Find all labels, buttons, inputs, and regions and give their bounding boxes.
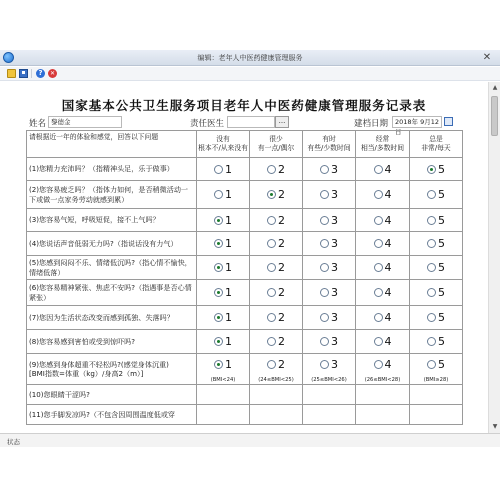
page-title: 国家基本公共卫生服务项目老年人中医药健康管理服务记录表 bbox=[61, 98, 427, 113]
answer-number: 4 bbox=[384, 213, 392, 227]
table-row bbox=[27, 405, 463, 425]
answer-cell bbox=[197, 158, 250, 181]
answer-radio[interactable] bbox=[267, 288, 276, 297]
answer-radio[interactable] bbox=[374, 216, 383, 225]
answer-cell bbox=[410, 232, 463, 256]
header-question: 请根据近一年的体验和感觉，回答以下问题 bbox=[27, 131, 197, 158]
bmi-range-label: (BMI≥28) bbox=[423, 377, 449, 383]
answer-number: 4 bbox=[384, 188, 392, 201]
answer-number: 3 bbox=[331, 311, 338, 324]
answer-radio[interactable] bbox=[320, 337, 329, 346]
answer-cell bbox=[303, 280, 356, 306]
table-row bbox=[27, 306, 463, 330]
column-header: 没有 根本不/从来没有 bbox=[197, 131, 250, 158]
answer-radio[interactable] bbox=[427, 288, 436, 297]
help-icon[interactable]: ? bbox=[36, 69, 45, 78]
answer-radio[interactable] bbox=[214, 288, 223, 297]
answer-cell bbox=[250, 158, 303, 181]
question-text: (9)您感到身体超重不轻松吗?(感觉身体沉重) [BMI指数=体重（kg）/身高2（m）] bbox=[27, 354, 197, 385]
answer-number: 3 bbox=[331, 237, 338, 250]
answer-cell bbox=[410, 330, 463, 354]
table-row bbox=[27, 181, 463, 209]
answer-cell bbox=[197, 280, 250, 306]
answer-cell bbox=[356, 256, 410, 280]
scroll-up-icon[interactable]: ▲ bbox=[492, 84, 498, 91]
answer-number: 5 bbox=[438, 237, 445, 250]
answer-cell bbox=[250, 385, 303, 405]
answer-radio[interactable] bbox=[267, 337, 276, 346]
answer-radio[interactable] bbox=[320, 216, 329, 225]
table-row bbox=[27, 354, 463, 385]
answer-number: 1 bbox=[225, 358, 232, 371]
answer-number: 2 bbox=[278, 162, 285, 176]
answer-cell bbox=[250, 330, 303, 354]
answer-radio[interactable] bbox=[267, 216, 276, 225]
question-text: (6)您容易精神紧张、焦虑不安吗?（指遇事是否心情紧张） bbox=[27, 280, 197, 306]
answer-radio[interactable] bbox=[320, 190, 329, 199]
answer-number: 3 bbox=[331, 335, 338, 348]
answer-radio[interactable] bbox=[320, 263, 329, 272]
column-header: 很少 有一点/偶尔 bbox=[250, 131, 303, 158]
answer-number: 3 bbox=[331, 261, 338, 274]
answer-radio[interactable] bbox=[320, 239, 329, 248]
bmi-range-label: (26≤BMI<28) bbox=[364, 377, 401, 383]
question-text: (3)您容易气短，呼吸短促，接不上气吗？ bbox=[27, 209, 197, 232]
answer-cell bbox=[197, 385, 250, 405]
answer-cell bbox=[197, 181, 250, 209]
answer-cell bbox=[410, 158, 463, 181]
answer-radio[interactable] bbox=[320, 165, 329, 174]
answer-cell bbox=[250, 209, 303, 232]
answer-number: 5 bbox=[438, 335, 445, 348]
answer-radio[interactable] bbox=[214, 313, 223, 322]
question-text: (7)您因为生活状态改变而感到孤独、失落吗？ bbox=[27, 306, 197, 330]
doctor-field[interactable] bbox=[227, 116, 275, 128]
answer-cell bbox=[197, 306, 250, 330]
status-label: 状态 bbox=[7, 438, 20, 446]
answer-radio[interactable] bbox=[214, 190, 223, 199]
answer-number: 1 bbox=[225, 188, 232, 201]
doctor-label: 责任医生 bbox=[190, 119, 225, 129]
answer-number: 4 bbox=[384, 358, 392, 371]
answer-number: 1 bbox=[225, 237, 232, 250]
answer-radio[interactable] bbox=[427, 239, 436, 248]
answer-cell bbox=[197, 330, 250, 354]
answer-radio[interactable] bbox=[267, 360, 276, 369]
answer-number: 1 bbox=[225, 286, 232, 299]
calendar-icon[interactable] bbox=[444, 117, 453, 126]
answer-radio[interactable] bbox=[267, 263, 276, 272]
table-row bbox=[27, 158, 463, 181]
answer-cell bbox=[197, 405, 250, 425]
question-text: (5)您感到闷闷不乐、情绪低沉吗?（指心情不愉快，情绪低落） bbox=[27, 256, 197, 280]
answer-radio[interactable] bbox=[374, 239, 383, 248]
answer-number: 5 bbox=[438, 188, 445, 201]
question-text: (1)您精力充沛吗？（指精神头足，乐于做事） bbox=[27, 158, 197, 181]
table-row bbox=[27, 330, 463, 354]
answer-radio[interactable] bbox=[214, 263, 223, 272]
exit-icon[interactable]: ✕ bbox=[49, 70, 56, 77]
answer-cell bbox=[356, 405, 410, 425]
answer-cell bbox=[356, 330, 410, 354]
answer-number: 2 bbox=[278, 213, 285, 227]
answer-cell bbox=[356, 280, 410, 306]
answer-number: 3 bbox=[331, 286, 338, 299]
answer-cell bbox=[303, 405, 356, 425]
table-row bbox=[27, 280, 463, 306]
toolbar-divider bbox=[31, 69, 32, 78]
answer-radio[interactable] bbox=[374, 165, 383, 174]
answer-cell bbox=[197, 232, 250, 256]
answer-cell bbox=[250, 232, 303, 256]
answer-cell bbox=[250, 405, 303, 425]
answer-number: 2 bbox=[278, 335, 285, 348]
answer-radio[interactable] bbox=[374, 288, 383, 297]
answer-number: 5 bbox=[438, 286, 445, 299]
answer-radio[interactable] bbox=[427, 165, 436, 174]
answer-radio[interactable] bbox=[267, 239, 276, 248]
answer-number: 3 bbox=[331, 213, 338, 227]
answer-cell bbox=[197, 209, 250, 232]
answer-cell bbox=[410, 405, 463, 425]
answer-number: 2 bbox=[278, 188, 285, 201]
form-content bbox=[0, 82, 488, 433]
answer-radio[interactable] bbox=[427, 263, 436, 272]
answer-radio[interactable] bbox=[374, 337, 383, 346]
answer-number: 1 bbox=[225, 311, 232, 324]
answer-number: 2 bbox=[278, 261, 285, 274]
close-icon[interactable]: ✕ bbox=[482, 52, 492, 63]
title-bar bbox=[0, 50, 500, 66]
info-row bbox=[0, 116, 488, 136]
answer-number: 4 bbox=[384, 237, 392, 250]
toolbar bbox=[0, 67, 500, 81]
date-field[interactable]: 2018年 9月12日 bbox=[392, 116, 442, 128]
answer-number: 1 bbox=[225, 261, 232, 274]
answer-radio[interactable] bbox=[320, 313, 329, 322]
window-title: 编辑：老年人中医药健康管理服务 bbox=[197, 54, 303, 62]
answer-cell bbox=[410, 181, 463, 209]
answer-radio[interactable] bbox=[214, 360, 223, 369]
answer-cell bbox=[250, 181, 303, 209]
answer-number: 2 bbox=[278, 311, 285, 324]
column-header: 总是 非常/每天 bbox=[410, 131, 463, 158]
answer-number: 5 bbox=[438, 358, 445, 371]
question-text: (4)您说话声音低弱无力吗?（指说话没有力气） bbox=[27, 232, 197, 256]
scroll-thumb[interactable] bbox=[491, 96, 498, 136]
column-header: 有时 有些/少数时间 bbox=[303, 131, 356, 158]
answer-cell bbox=[303, 385, 356, 405]
answer-cell bbox=[197, 256, 250, 280]
answer-cell bbox=[250, 306, 303, 330]
app-window bbox=[0, 50, 500, 447]
answer-radio[interactable] bbox=[214, 165, 223, 174]
question-text: (10)您眼睛干涩吗? bbox=[27, 385, 197, 405]
answer-radio[interactable] bbox=[427, 216, 436, 225]
bmi-range-label: (BMI<24) bbox=[210, 377, 236, 383]
bmi-range-label: (24≤BMI<25) bbox=[258, 377, 294, 383]
answer-cell bbox=[303, 181, 356, 209]
answer-number: 2 bbox=[278, 286, 285, 299]
answer-number: 3 bbox=[331, 162, 338, 176]
answer-number: 5 bbox=[438, 162, 445, 176]
scroll-down-icon[interactable]: ▼ bbox=[492, 423, 498, 430]
answer-cell bbox=[250, 354, 303, 385]
answer-number: 3 bbox=[331, 188, 338, 201]
answer-cell bbox=[356, 209, 410, 232]
answer-cell bbox=[303, 306, 356, 330]
answer-radio[interactable] bbox=[214, 239, 223, 248]
answer-cell bbox=[356, 354, 410, 385]
answer-radio[interactable] bbox=[427, 337, 436, 346]
answer-cell bbox=[410, 209, 463, 232]
answer-number: 3 bbox=[331, 358, 338, 371]
answer-cell bbox=[250, 280, 303, 306]
doctor-picker-button[interactable]: ... bbox=[275, 116, 289, 128]
answer-number: 1 bbox=[225, 162, 232, 176]
answer-cell bbox=[356, 158, 410, 181]
status-bar bbox=[0, 433, 500, 447]
answer-cell bbox=[303, 330, 356, 354]
answer-number: 5 bbox=[438, 311, 445, 324]
answer-radio[interactable] bbox=[427, 190, 436, 199]
answer-radio[interactable] bbox=[427, 313, 436, 322]
table-row bbox=[27, 385, 463, 405]
table-row bbox=[27, 232, 463, 256]
answer-cell bbox=[197, 354, 250, 385]
answer-radio[interactable] bbox=[320, 360, 329, 369]
answer-cell bbox=[303, 209, 356, 232]
answer-radio[interactable] bbox=[427, 360, 436, 369]
answer-number: 4 bbox=[384, 162, 392, 176]
table-row bbox=[27, 209, 463, 232]
answer-cell bbox=[303, 158, 356, 181]
answer-cell bbox=[303, 256, 356, 280]
question-text: (2)您容易疲乏吗？（指体力如何，是否稍微活动一下或做一点家务劳动就感到累） bbox=[27, 181, 197, 209]
answer-number: 4 bbox=[384, 311, 392, 324]
answer-cell bbox=[303, 232, 356, 256]
answer-cell bbox=[410, 385, 463, 405]
answer-cell bbox=[356, 181, 410, 209]
answer-cell bbox=[356, 385, 410, 405]
answer-number: 2 bbox=[278, 237, 285, 250]
answer-cell bbox=[303, 354, 356, 385]
answer-radio[interactable] bbox=[320, 288, 329, 297]
table-row bbox=[27, 256, 463, 280]
table-header-row bbox=[27, 131, 463, 158]
questionnaire-table bbox=[26, 130, 463, 425]
open-folder-icon[interactable] bbox=[7, 69, 16, 78]
answer-radio[interactable] bbox=[267, 190, 276, 199]
answer-radio[interactable] bbox=[214, 216, 223, 225]
answer-radio[interactable] bbox=[374, 360, 383, 369]
answer-cell bbox=[410, 280, 463, 306]
answer-number: 4 bbox=[384, 261, 392, 274]
answer-number: 5 bbox=[438, 213, 445, 227]
question-text: (8)您容易感到害怕或受到惊吓吗? bbox=[27, 330, 197, 354]
answer-number: 5 bbox=[438, 261, 445, 274]
answer-number: 2 bbox=[278, 358, 285, 371]
answer-number: 4 bbox=[384, 286, 392, 299]
answer-radio[interactable] bbox=[267, 313, 276, 322]
save-icon[interactable] bbox=[19, 69, 28, 78]
answer-cell bbox=[410, 354, 463, 385]
answer-radio[interactable] bbox=[374, 313, 383, 322]
answer-cell bbox=[410, 306, 463, 330]
date-label: 建档日期 bbox=[354, 119, 389, 129]
answer-number: 4 bbox=[384, 335, 392, 348]
answer-cell bbox=[356, 232, 410, 256]
answer-radio[interactable] bbox=[267, 165, 276, 174]
answer-radio[interactable] bbox=[214, 337, 223, 346]
column-header: 经常 相当/多数时间 bbox=[356, 131, 410, 158]
name-field[interactable]: 黎德金 bbox=[48, 116, 122, 128]
question-text: (11)您手脚发凉吗?（不包含因周围温度低或穿 bbox=[27, 405, 197, 425]
answer-cell bbox=[410, 256, 463, 280]
answer-number: 1 bbox=[225, 213, 232, 227]
bmi-range-label: (25≤BMI<26) bbox=[311, 377, 347, 383]
answer-radio[interactable] bbox=[374, 190, 383, 199]
answer-cell bbox=[356, 306, 410, 330]
name-label: 姓名 bbox=[29, 119, 47, 129]
answer-cell bbox=[250, 256, 303, 280]
answer-number: 1 bbox=[225, 335, 232, 348]
answer-radio[interactable] bbox=[374, 263, 383, 272]
vertical-scrollbar[interactable] bbox=[488, 82, 500, 433]
